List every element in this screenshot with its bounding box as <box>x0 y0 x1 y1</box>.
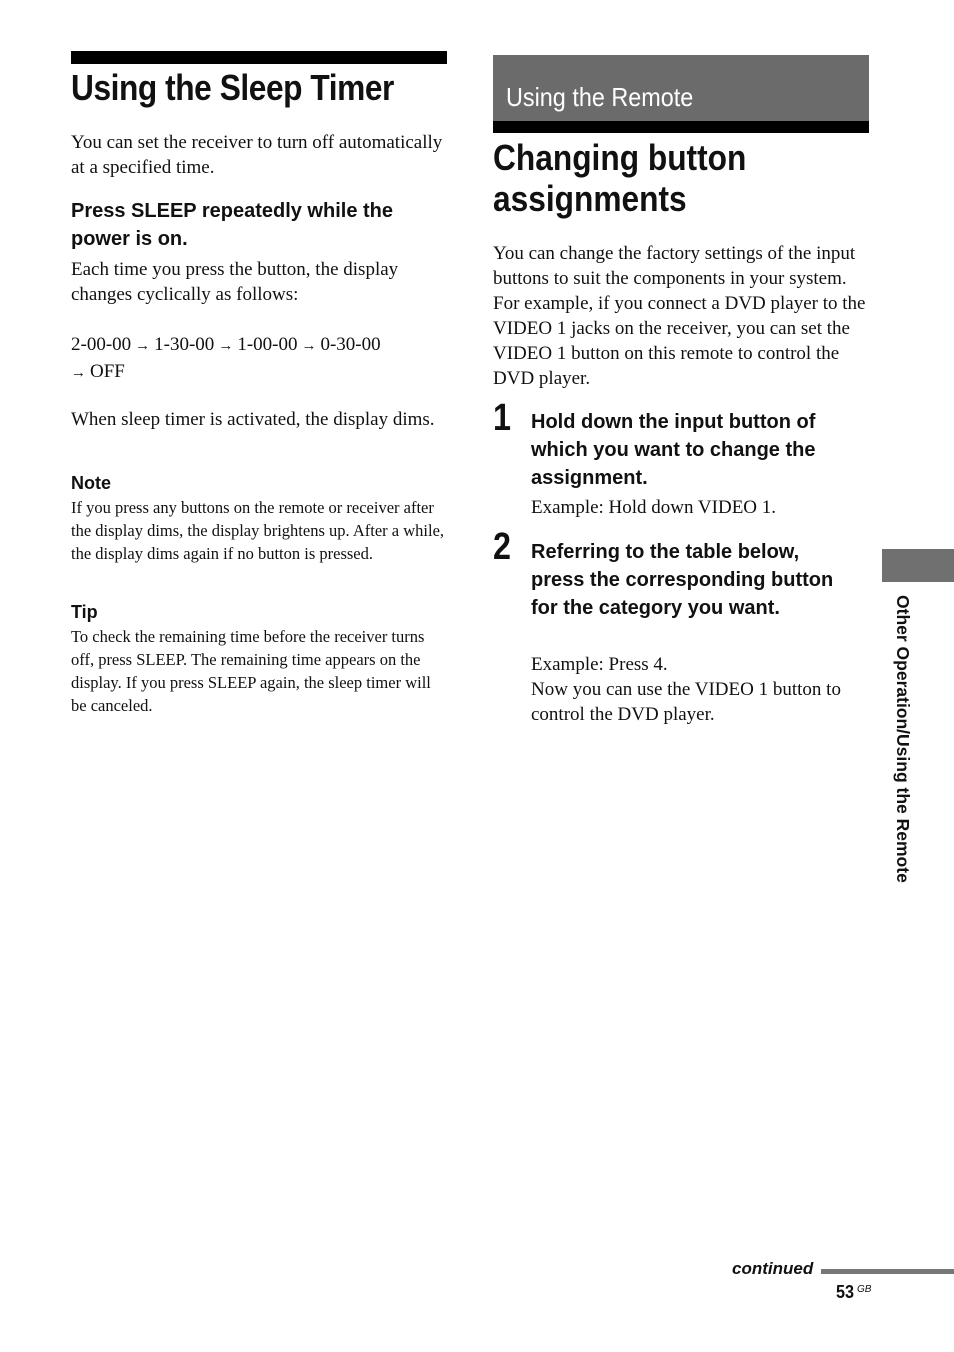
step-detail-line: Example: Press 4. <box>531 654 668 675</box>
arrow-right-icon: → <box>301 338 317 354</box>
remote-intro: You can change the factory settings of the input buttons to suit the components in your system. For example, if you connect a DVD player to the VIDEO 1 jacks on the receiver, you can set the VIDEO 1 button on this remote to control the DVD player. <box>493 243 866 389</box>
step-detail: Example: Hold down VIDEO 1. <box>531 497 777 518</box>
tip-label: Tip <box>71 602 98 622</box>
continued-label: continued <box>732 1259 814 1278</box>
sleep-cycle <box>71 332 447 386</box>
page-number: 53 <box>836 1282 855 1302</box>
step-number: 2 <box>493 526 511 568</box>
cycle-value: 1-00-00 <box>237 334 298 355</box>
note-label: Note <box>71 473 111 493</box>
side-tab-marker <box>882 549 954 582</box>
title-rule <box>71 51 447 64</box>
step-number: 1 <box>493 397 511 439</box>
arrow-right-icon: → <box>71 365 86 381</box>
cycle-value: OFF <box>90 361 125 382</box>
arrow-right-icon: → <box>135 338 151 354</box>
sleep-timer-title: Using the Sleep Timer <box>71 67 394 108</box>
section-banner-title: Using the Remote <box>506 82 694 112</box>
page-suffix: GB <box>857 1284 872 1295</box>
arrow-right-icon: → <box>218 338 234 354</box>
cycle-value: 1-30-00 <box>154 334 215 355</box>
cycle-value: 2-00-00 <box>71 334 132 355</box>
tip-text: To check the remaining time before the receiver turns off, press SLEEP. The remaining time appears on the display. If you press SLEEP again, the sleep timer will be canceled. <box>71 627 431 715</box>
button-assignments-title: Changing button assignments <box>493 137 747 219</box>
section-rule <box>493 121 869 133</box>
step-instruction: Hold down the input button of which you want to change the assignment. <box>531 411 816 489</box>
continued-bar <box>821 1269 954 1274</box>
sleep-instruction: Press SLEEP repeatedly while the power is on. <box>71 200 393 250</box>
cycle-value: 0-30-00 <box>320 334 381 355</box>
sleep-activated-text: When sleep timer is activated, the display dims. <box>71 409 435 430</box>
side-tab-label: Other Operation/Using the Remote <box>893 595 913 883</box>
sleep-description: Each time you press the button, the display changes cyclically as follows: <box>71 259 399 305</box>
sleep-timer-intro: You can set the receiver to turn off automatically at a specified time. <box>71 132 443 178</box>
note-text: If you press any buttons on the remote or receiver after the display dims, the display brightens up. After a while, the display dims again if no button is pressed. <box>71 498 445 563</box>
step-detail <box>531 652 871 727</box>
step-detail-line: Now you can use the VIDEO 1 button to control the DVD player. <box>531 679 841 725</box>
step-instruction: Referring to the table below, press the corresponding button for the category you want. <box>531 541 834 619</box>
